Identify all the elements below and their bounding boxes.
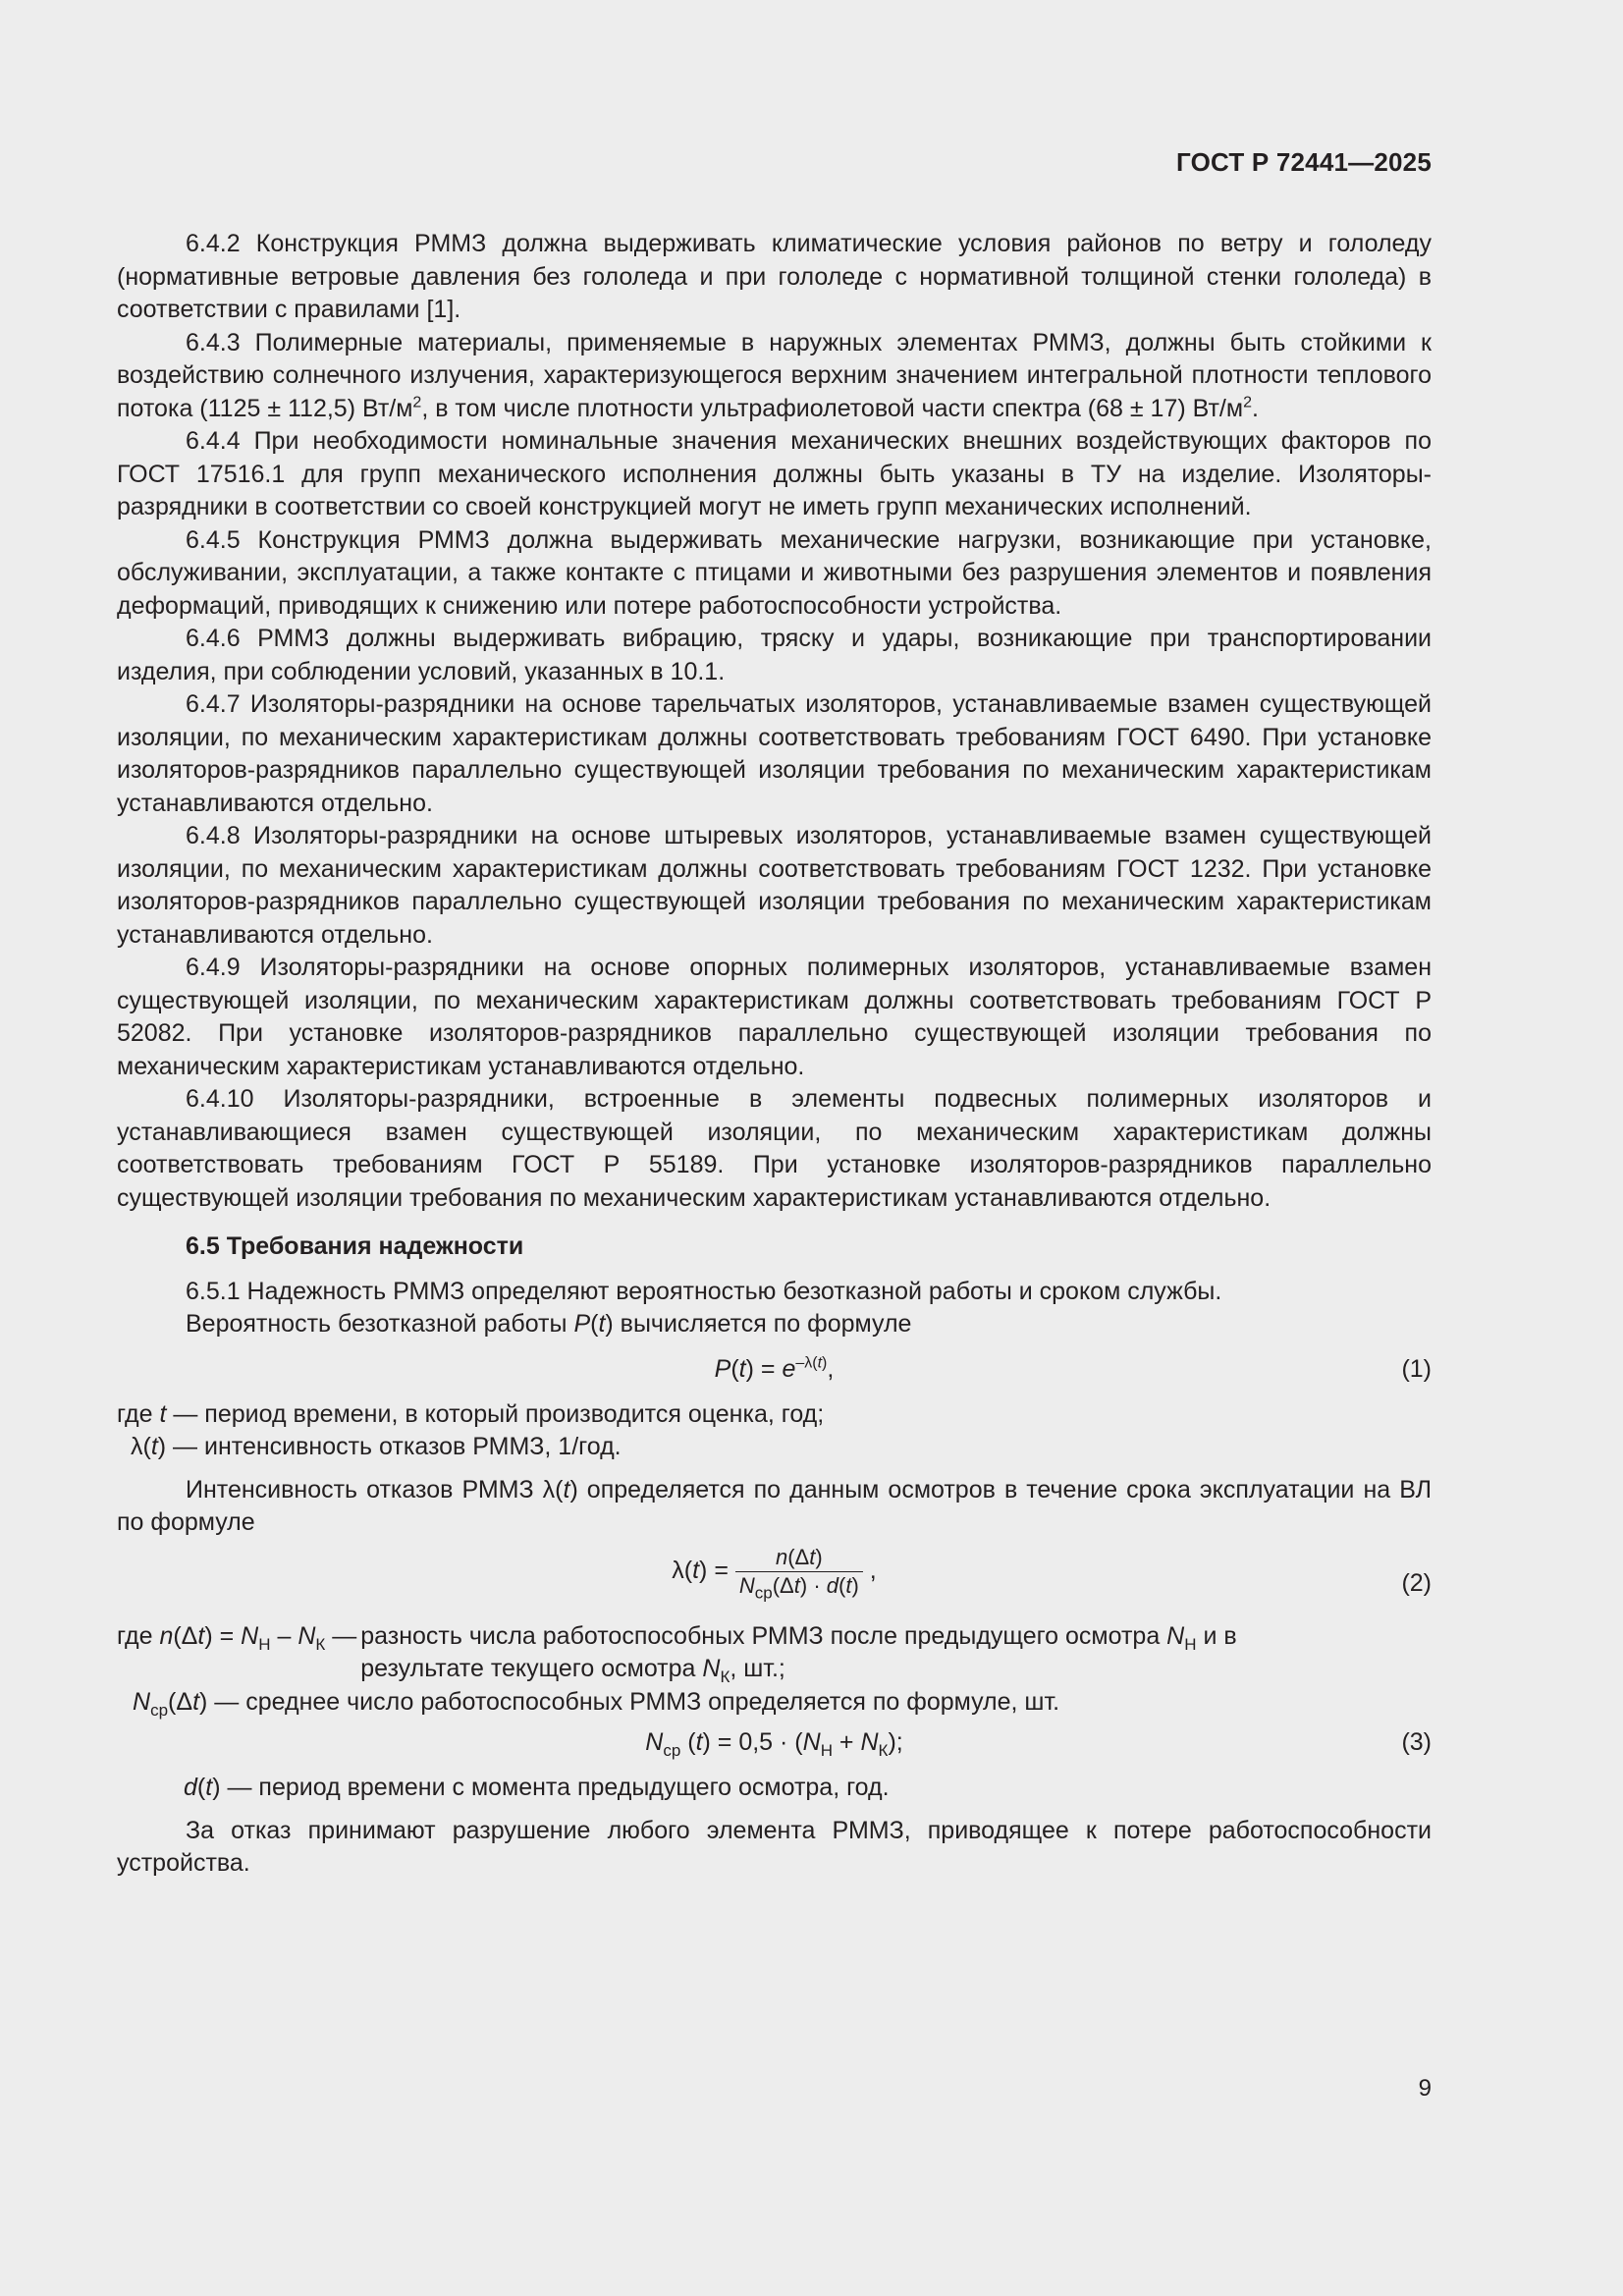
paragraph-6-4-4: 6.4.4 При необходимости номинальные значения механических внешних воздействующих факторов по ГОСТ 17516.1 для групп механического исполнения должны быть указаны в ТУ на изделие. Изоляторы-разрядники в соответствии со своей конструкцией могут не иметь групп механических исполнений.: [117, 427, 1432, 520]
where-t: где t — период времени, в который производится оценка, год;: [117, 1399, 825, 1428]
formula-3-body: $N_{ср}$ $(t) = 0,5 \cdot (N_Н + N_К)$;: [645, 1728, 903, 1760]
formula-2-number: (2): [1401, 1568, 1432, 1597]
formula-1-body: $P(t) = e^{-\lambda(t)}$,: [714, 1354, 835, 1383]
paragraph-6-4-7: 6.4.7 Изоляторы-разрядники на основе тарельчатых изоляторов, устанавливаемые взамен существующей изоляции, по механическим характеристикам должны соответствовать требованиям ГОСТ 6490. При установке изоляторов-разрядников параллельно существующей изоляции требования по механическим характеристикам устанавливаются отдельно.: [117, 690, 1432, 817]
paragraph-6-4-10: 6.4.10 Изоляторы-разрядники, встроенные в элементы подвесных полимерных изоляторов и устанавливающиеся взамен существующей изоляции, по механическим характеристикам должны соответствовать требованиям ГОСТ Р 55189. При установке изоляторов-разрядников параллельно существующей изоляции требования по механическим характеристикам устанавливаются отдельно.: [117, 1085, 1432, 1212]
page-content: [117, 228, 1432, 1881]
paragraph-6-4-3: 6.4.3 Полимерные материалы, применяемые в наружных элементах РММЗ, должны быть стойкими к воздействию солнечного излучения, характеризующегося верхним значением интегральной плотности теплового потока (1125 ± 112,5) $Вт/м^2$, в том числе плотности ультрафиолетовой части спектра (68 ± 17) $Вт/м^2$.: [117, 328, 1432, 422]
paragraph-6-4-2: 6.4.2 Конструкция РММЗ должна выдерживать климатические условия районов по ветру и гололеду (нормативные ветровые давления без гололеда и при гололеде с нормативной толщиной стенки гололеда) в соответствии с правилами [1].: [117, 230, 1432, 323]
where-n: где $n(\Delta t) = N_Н - N_К$ — разность числа работоспособных РММЗ после предыдущего осмотра $N_Н$ и в результате текущего осмотра $N_К$, шт.;: [117, 1621, 1237, 1686]
formula-2: [117, 1540, 1432, 1620]
paragraph-6-5-1: 6.5.1 Надежность РММЗ определяют вероятностью безотказной работы и сроком службы.: [186, 1277, 1222, 1305]
formula-3: [117, 1719, 1432, 1772]
where-ncp: $N_{ср}(\Delta t)$ — среднее число работоспособных РММЗ определяется по формуле, шт.: [133, 1687, 1060, 1720]
probability-intro: Вероятность безотказной работы P(t) вычисляется по формуле: [186, 1310, 912, 1338]
paragraph-6-4-6: 6.4.6 РММЗ должны выдерживать вибрацию, тряску и удары, возникающие при транспортировании изделия, при соблюдении условий, указанных в 10.1.: [117, 625, 1432, 685]
formula-3-number: (3): [1401, 1728, 1432, 1756]
final-paragraph: За отказ принимают разрушение любого элемента РММЗ, приводящее к потере работоспособности устройства.: [117, 1816, 1432, 1877]
where-d: d(t) — период времени с момента предыдущего осмотра, год.: [184, 1774, 890, 1801]
document-header: ГОСТ Р 72441—2025: [1176, 147, 1432, 177]
where-lambda: λ(t) — интенсивность отказов РММЗ, 1/год.: [131, 1433, 622, 1460]
formula-2-body: λ(t) = $\frac{n(\Delta t)}{N_{ср}(\Delta t) \cdot d(t)}$ ,: [672, 1544, 877, 1602]
intensity-intro: Интенсивность отказов РММЗ λ(t) определяется по данным осмотров в течение срока эксплуатации на ВЛ по формуле: [117, 1475, 1432, 1536]
section-heading: 6.5 Требования надежности: [186, 1232, 524, 1260]
formula-1: [117, 1341, 1432, 1398]
paragraph-6-4-5: 6.4.5 Конструкция РММЗ должна выдерживать механические нагрузки, возникающие при установке, обслуживании, эксплуатации, а также контакте с птицами и животными без разрушения элементов и появления деформаций, приводящих к снижению или потере работоспособности устройства.: [117, 525, 1432, 620]
paragraph-6-4-8: 6.4.8 Изоляторы-разрядники на основе штыревых изоляторов, устанавливаемые взамен существующей изоляции, по механическим характеристикам должны соответствовать требованиям ГОСТ 1232. При установке изоляторов-разрядников параллельно существующей изоляции требования по механическим характеристикам устанавливаются отдельно.: [117, 822, 1432, 949]
paragraph-6-4-9: 6.4.9 Изоляторы-разрядники на основе опорных полимерных изоляторов, устанавливаемые взамен существующей изоляции, по механическим характеристикам должны соответствовать требованиям ГОСТ Р 52082. При установке изоляторов-разрядников параллельно существующей изоляции требования по механическим характеристикам устанавливаются отдельно.: [117, 954, 1432, 1080]
page-number: 9: [1418, 2075, 1432, 2102]
formula-1-number: (1): [1401, 1354, 1432, 1383]
